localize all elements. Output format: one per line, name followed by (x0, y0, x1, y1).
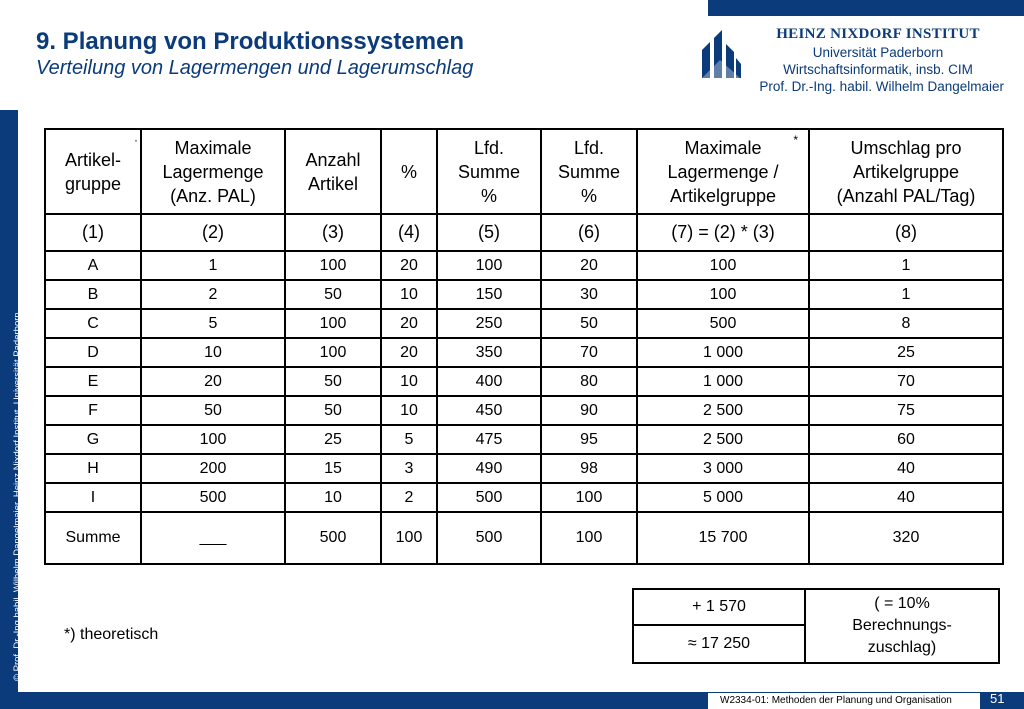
table-cell: 20 (541, 251, 637, 280)
header-row (45, 129, 1003, 214)
table-cell: 5 000 (637, 483, 809, 512)
table-cell: 1 (809, 280, 1003, 309)
column-number: (5) (437, 214, 541, 251)
table-cell: 200 (141, 454, 285, 483)
table-cell: 50 (285, 367, 381, 396)
table-cell: 30 (541, 280, 637, 309)
table-cell: B (45, 280, 141, 309)
table-cell: 500 (141, 483, 285, 512)
table-cell: 70 (809, 367, 1003, 396)
header-cell: Lfd. Summe % (541, 129, 637, 214)
table-cell: 490 (437, 454, 541, 483)
table-cell: 100 (541, 483, 637, 512)
table-cell: 25 (285, 425, 381, 454)
table-cell: I (45, 483, 141, 512)
table-row (45, 309, 1003, 338)
table-cell: 2 (381, 483, 437, 512)
star-mark: * (793, 133, 798, 147)
table-row (45, 367, 1003, 396)
table-cell: 1 (809, 251, 1003, 280)
table-cell: 20 (381, 338, 437, 367)
sum-cell: 500 (437, 512, 541, 564)
header-cell: Lfd. Summe % (437, 129, 541, 214)
table-cell: 80 (541, 367, 637, 396)
table-cell: 500 (637, 309, 809, 338)
table-cell: 10 (381, 280, 437, 309)
institute-department: Wirtschaftsinformatik, insb. CIM (783, 62, 973, 77)
table-cell: 5 (381, 425, 437, 454)
table-cell: 5 (141, 309, 285, 338)
header-cell: Umschlag pro Artikelgruppe (Anzahl PAL/Tag) (809, 129, 1003, 214)
table-cell: E (45, 367, 141, 396)
table-cell: 20 (381, 309, 437, 338)
table-cell: 1 (141, 251, 285, 280)
table-cell: 2 500 (637, 396, 809, 425)
table-cell: 20 (381, 251, 437, 280)
copyright-text: © Prof. Dr.-Ing habil. Wilhelm Dangelmaier, Heinz Nixdorf Institut, Universität Paderborn (12, 312, 23, 681)
institute-block (752, 24, 1004, 95)
table-cell: 10 (141, 338, 285, 367)
column-number: (8) (809, 214, 1003, 251)
table-cell: 350 (437, 338, 541, 367)
institute-logo-icon (700, 28, 742, 80)
inventory-table (44, 128, 1004, 565)
table-cell: 60 (809, 425, 1003, 454)
surcharge-note: ( = 10% Berechnungs- zuschlag) (805, 589, 999, 663)
header-cell: * Maximale Lagermenge / Artikelgruppe (637, 129, 809, 214)
table-cell: 100 (285, 309, 381, 338)
total-approx: ≈ 17 250 (633, 625, 805, 663)
table-cell: 40 (809, 454, 1003, 483)
table-cell: 150 (437, 280, 541, 309)
header-cell: % (381, 129, 437, 214)
star-mark: · (134, 133, 138, 147)
table-cell: 50 (541, 309, 637, 338)
table-cell: 40 (809, 483, 1003, 512)
sum-cell: 100 (541, 512, 637, 564)
institute-professor: Prof. Dr.-Ing. habil. Wilhelm Dangelmaier (759, 79, 1004, 94)
table-cell: 475 (437, 425, 541, 454)
surcharge-table (632, 588, 1000, 664)
page-subtitle: Verteilung von Lagermengen und Lagerumschlag (36, 57, 474, 79)
table-cell: 100 (285, 338, 381, 367)
table-cell: 2 (141, 280, 285, 309)
column-number: (3) (285, 214, 381, 251)
table-cell: 10 (381, 396, 437, 425)
table-row (45, 425, 1003, 454)
table-cell: 95 (541, 425, 637, 454)
table-cell: 100 (637, 280, 809, 309)
table-cell: 100 (285, 251, 381, 280)
footer-course: W2334-01: Methoden der Planung und Organisation (708, 693, 980, 709)
table-row (45, 280, 1003, 309)
table-cell: 10 (381, 367, 437, 396)
table-row (45, 483, 1003, 512)
table-cell: 75 (809, 396, 1003, 425)
column-number: (4) (381, 214, 437, 251)
table-row (45, 251, 1003, 280)
surcharge-value: + 1 570 (633, 589, 805, 625)
table-cell: F (45, 396, 141, 425)
table-cell: 250 (437, 309, 541, 338)
table-row (45, 338, 1003, 367)
table-cell: 98 (541, 454, 637, 483)
table-cell: 100 (637, 251, 809, 280)
institute-university: Universität Paderborn (812, 45, 944, 60)
page-number: 51 (990, 691, 1005, 706)
table-cell: A (45, 251, 141, 280)
top-accent-bar (708, 0, 1024, 16)
table-row (45, 454, 1003, 483)
footnote: *) theoretisch (64, 626, 159, 643)
institute-name: HEINZ NIXDORF INSTITUT (776, 26, 980, 42)
table-cell: 1 000 (637, 338, 809, 367)
table-cell: 50 (285, 280, 381, 309)
sum-cell: 500 (285, 512, 381, 564)
table-row (45, 396, 1003, 425)
table-cell: 450 (437, 396, 541, 425)
sum-row (45, 512, 1003, 564)
header-cell: Anzahl Artikel (285, 129, 381, 214)
column-number-row (45, 214, 1003, 251)
table-cell: 50 (285, 396, 381, 425)
table-cell: 1 000 (637, 367, 809, 396)
table-cell: 3 (381, 454, 437, 483)
table-cell: 15 (285, 454, 381, 483)
header-cell: Artikel- gruppe (45, 129, 141, 214)
column-number: (2) (141, 214, 285, 251)
header-cell: · Maximale Lagermenge (Anz. PAL) (141, 129, 285, 214)
table-cell: 10 (285, 483, 381, 512)
sum-cell: 320 (809, 512, 1003, 564)
table-cell: G (45, 425, 141, 454)
table-cell: 70 (541, 338, 637, 367)
table-cell: 500 (437, 483, 541, 512)
column-number: (6) (541, 214, 637, 251)
table-cell: 3 000 (637, 454, 809, 483)
table-cell: 400 (437, 367, 541, 396)
table-cell: 100 (141, 425, 285, 454)
table-cell: 25 (809, 338, 1003, 367)
sum-cell: Summe (45, 512, 141, 564)
column-number: (7) = (2) * (3) (637, 214, 809, 251)
sum-cell: ___ (141, 512, 285, 564)
table-cell: D (45, 338, 141, 367)
column-number: (1) (45, 214, 141, 251)
sum-cell: 15 700 (637, 512, 809, 564)
table-cell: 20 (141, 367, 285, 396)
sum-cell: 100 (381, 512, 437, 564)
table-cell: 8 (809, 309, 1003, 338)
table-cell: 90 (541, 396, 637, 425)
table-cell: C (45, 309, 141, 338)
table-cell: 2 500 (637, 425, 809, 454)
table-cell: H (45, 454, 141, 483)
page-title: 9. Planung von Produktionssystemen (36, 28, 465, 55)
table-cell: 100 (437, 251, 541, 280)
table-cell: 50 (141, 396, 285, 425)
